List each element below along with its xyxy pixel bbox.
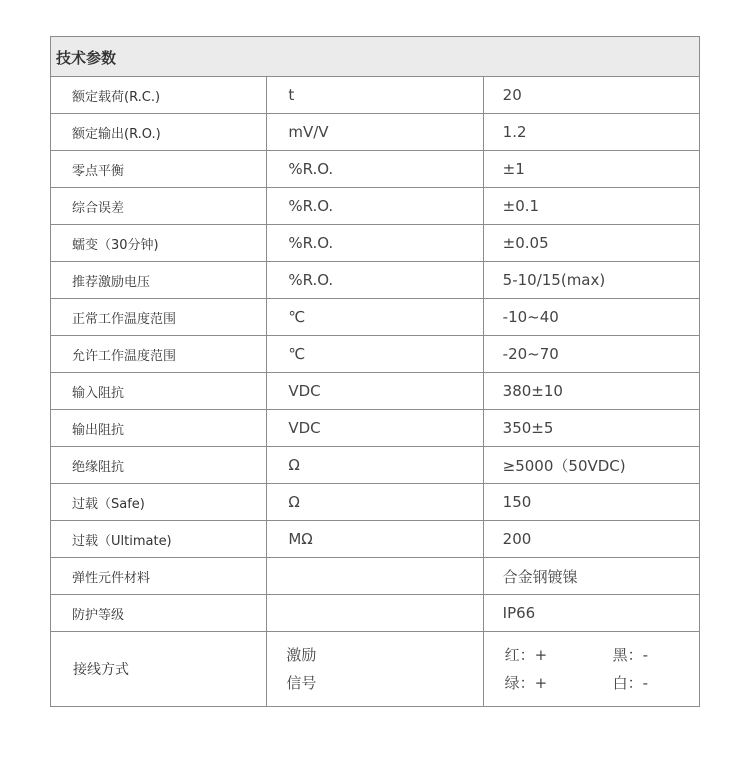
param-name: 零点平衡 xyxy=(51,151,267,188)
param-name: 额定输出(R.O.) xyxy=(51,114,267,151)
table-row xyxy=(51,114,700,151)
param-value: IP66 xyxy=(483,595,699,632)
table-row xyxy=(51,595,700,632)
param-unit: %R.O. xyxy=(267,188,483,225)
table-row xyxy=(51,151,700,188)
param-unit: ℃ xyxy=(267,336,483,373)
wiring-name: 接线方式 xyxy=(51,632,267,707)
param-unit: VDC xyxy=(267,373,483,410)
param-name: 输入阻抗 xyxy=(51,373,267,410)
table-row xyxy=(51,336,700,373)
table-title: 技术参数 xyxy=(51,37,700,77)
table-row xyxy=(51,484,700,521)
param-name: 推荐激励电压 xyxy=(51,262,267,299)
wiring-row xyxy=(51,632,700,707)
param-unit: %R.O. xyxy=(267,151,483,188)
wire-red-positive: 红：+ xyxy=(504,646,548,664)
param-name: 输出阻抗 xyxy=(51,410,267,447)
table-row xyxy=(51,77,700,114)
table-row xyxy=(51,558,700,595)
table-row xyxy=(51,299,700,336)
param-value: 350±5 xyxy=(483,410,699,447)
param-name: 额定载荷(R.C.) xyxy=(51,77,267,114)
param-name: 过载（Ultimate) xyxy=(51,521,267,558)
param-value: 1.2 xyxy=(483,114,699,151)
table-row xyxy=(51,188,700,225)
wiring-values xyxy=(483,632,699,707)
param-name: 过载（Safe) xyxy=(51,484,267,521)
param-value: 150 xyxy=(483,484,699,521)
wiring-color-grid xyxy=(503,641,699,697)
param-value: ±0.1 xyxy=(483,188,699,225)
table-header-row xyxy=(51,37,700,77)
wire-green-positive: 绿：+ xyxy=(504,674,548,692)
param-value: 5-10/15(max) xyxy=(483,262,699,299)
param-value: -10~40 xyxy=(483,299,699,336)
spec-table xyxy=(50,36,700,707)
param-value: ≥5000（50VDC) xyxy=(483,447,699,484)
param-value: 20 xyxy=(483,77,699,114)
param-name: 蠕变（30分钟) xyxy=(51,225,267,262)
param-value: ±1 xyxy=(483,151,699,188)
wiring-units xyxy=(267,632,483,707)
param-unit: t xyxy=(267,77,483,114)
param-value: 200 xyxy=(483,521,699,558)
param-unit: %R.O. xyxy=(267,262,483,299)
wiring-unit-signal: 信号 xyxy=(286,674,317,692)
param-unit: Ω xyxy=(267,484,483,521)
param-value: 380±10 xyxy=(483,373,699,410)
table-row xyxy=(51,521,700,558)
param-name: 绝缘阻抗 xyxy=(51,447,267,484)
param-value: 合金钢镀镍 xyxy=(483,558,699,595)
table-row xyxy=(51,447,700,484)
table-row xyxy=(51,225,700,262)
wire-white-negative: 白：- xyxy=(612,674,649,692)
param-value: ±0.05 xyxy=(483,225,699,262)
param-name: 正常工作温度范围 xyxy=(51,299,267,336)
param-unit xyxy=(267,595,483,632)
table-row xyxy=(51,373,700,410)
param-unit: VDC xyxy=(267,410,483,447)
param-name: 综合误差 xyxy=(51,188,267,225)
param-unit: mV/V xyxy=(267,114,483,151)
param-name: 允许工作温度范围 xyxy=(51,336,267,373)
param-unit: ℃ xyxy=(267,299,483,336)
param-unit: Ω xyxy=(267,447,483,484)
param-name: 防护等级 xyxy=(51,595,267,632)
wiring-unit-excitation: 激励 xyxy=(286,646,317,664)
param-unit: %R.O. xyxy=(267,225,483,262)
wire-black-negative: 黑：- xyxy=(612,646,649,664)
param-unit xyxy=(267,558,483,595)
table-row xyxy=(51,410,700,447)
param-unit: MΩ xyxy=(267,521,483,558)
param-name: 弹性元件材料 xyxy=(51,558,267,595)
param-value: -20~70 xyxy=(483,336,699,373)
table-row xyxy=(51,262,700,299)
